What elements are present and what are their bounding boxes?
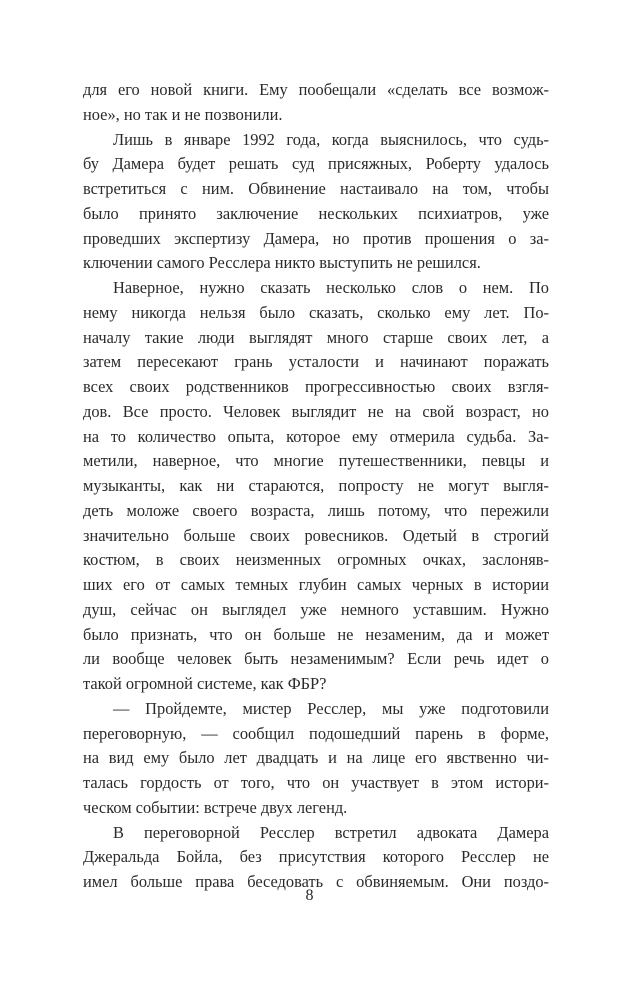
text-line: ческом событии: встрече двух легенд. [83,797,348,817]
text-line: на то количество опыта, которое ему отмерила судьба. За- [83,426,549,446]
text-line: музыканты, как ни стараются, попросту не могут выгля- [83,476,549,495]
text-line: на вид ему было лет двадцать и на лице его явственно чи- [83,748,549,768]
text-line: дов. Все просто. Человек выглядит не на свой возраст, но [83,401,549,421]
text-line: проведших экспертизу Дамера, но против прошения о за- [83,228,549,248]
text-line: встретиться с ним. Обвинение настаивало на том, чтобы [83,179,549,198]
page-body [83,78,549,895]
text-line: бу Дамера будет решать суд присяжных, Роберту удалось [83,154,549,174]
text-line: ное», но так и не позвонили. [83,104,283,124]
text-line: всех своих родственников прогрессивностью своих взгля- [83,377,549,396]
text-line: деть моложе своего возраста, лишь потому, что пережили [83,500,549,520]
text-line: Наверное, нужно сказать несколько слов о нем. По [113,278,549,297]
text-line: Джеральда Бойла, без присутствия которого Ресслер не [83,847,549,867]
text-line: В переговорной Ресслер встретил адвоката Дамера [113,822,549,842]
text-line: ли вообще человек быть незаменимым? Если речь идет о [83,649,549,669]
text-line: нему никогда нельзя было сказать, сколько ему лет. По- [83,302,549,322]
paragraph [83,78,549,128]
paragraph [83,697,549,821]
text-line: было признать, что он больше не незаменим, да и может [83,624,549,644]
text-line: для его новой книги. Ему пообещали «сделать все возмож- [83,80,549,99]
page-number: 8 [305,887,314,904]
paragraph [83,276,549,697]
text-line: началу такие люди выглядят много старше своих лет, а [83,327,549,347]
text-line: такой огромной системе, как ФБР? [83,674,327,693]
text-line: костюм, в своих неизменных огромных очках, заслоняв- [83,550,549,570]
text-line: Лишь в январе 1992 года, когда выяснилось, что судь- [113,129,549,149]
text-line: было принято заключение нескольких психиатров, уже [83,203,549,223]
text-line: затем пересекают грань усталости и начинают поражать [83,352,549,372]
text-line: переговорную, — сообщил подошедший парень в форме, [83,723,549,743]
text-line: ших его от самых темных глубин самых черных в истории [83,575,549,594]
text-line: ключении самого Ресслера никто выступить не решился. [83,253,481,273]
text-line: талась гордость от того, что он участвует в этом истори- [83,773,549,792]
text-line: душ, сейчас он выглядел уже немного уставшим. Нужно [83,599,549,619]
text-line: — Пройдемте, мистер Ресслер, мы уже подготовили [113,698,549,718]
text-line: значительно больше своих ровесников. Одетый в строгий [83,525,549,545]
text-line: метили, наверное, что многие путешественники, певцы и [83,451,549,471]
text-line: имел больше права беседовать с обвиняемым. Они поздо- [83,872,549,891]
paragraph [83,128,549,277]
